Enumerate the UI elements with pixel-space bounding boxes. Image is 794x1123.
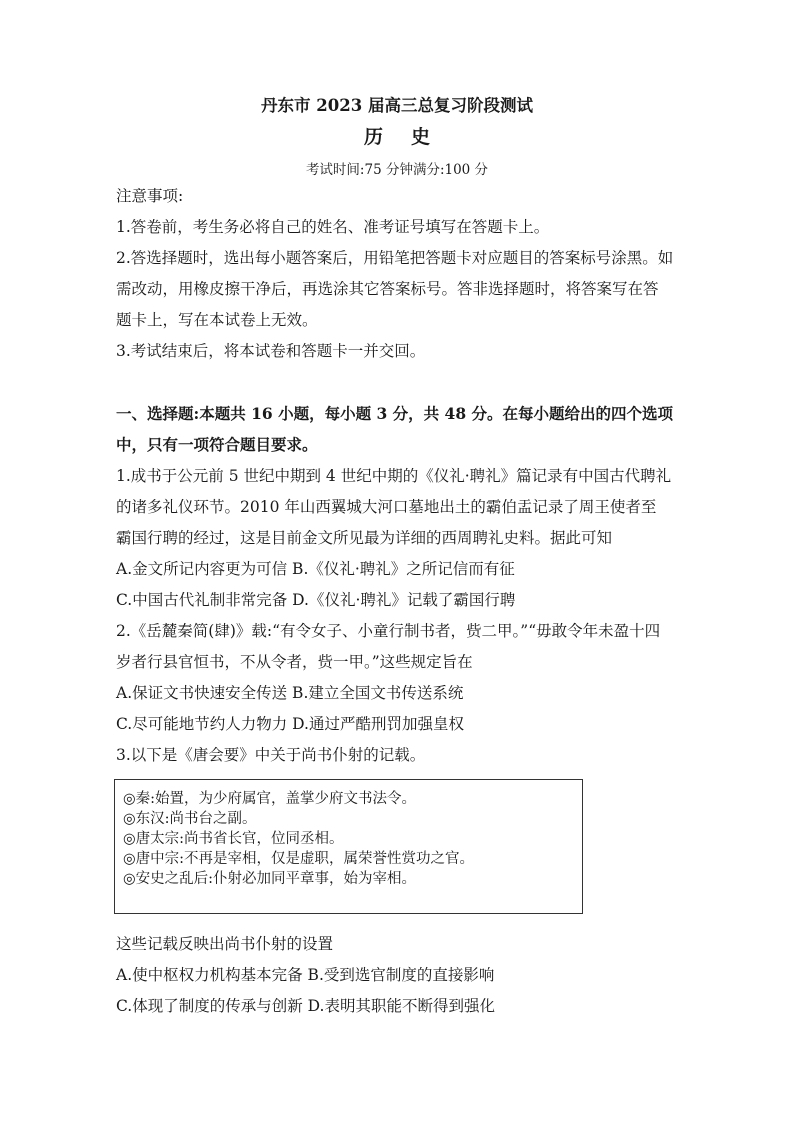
question-1-line: 1.成书于公元前 5 世纪中期到 4 世纪中期的《仪礼·聘礼》篇记录有中国古代聘礼: [116, 467, 672, 485]
notice-line: 2.答选择题时，选出每小题答案后，用铅笔把答题卡对应题目的答案标号涂黑。如: [116, 249, 674, 267]
quote-line: ◎唐太宗:尚书省长官，位同丞相。: [123, 831, 344, 847]
subject-title: 历史: [363, 126, 458, 148]
notice-line: 3.考试结束后，将本试卷和答题卡一并交回。: [116, 342, 426, 360]
question-3-options: C.体现了制度的传承与创新 D.表明其职能不断得到强化: [116, 997, 495, 1015]
notice-heading: 注意事项:: [116, 187, 184, 205]
quote-line: ◎秦:始置，为少府属官，盖掌少府文书法令。: [123, 791, 417, 807]
section-heading: 一、选择题:本题共 16 小题，每小题 3 分，共 48 分。在每小题给出的四个选项: [116, 404, 674, 423]
notice-line: 1.答卷前，考生务必将自己的姓名、准考证号填写在答题卡上。: [116, 218, 550, 236]
quote-line: ◎唐中宗:不再是宰相，仅是虚职，属荣誉性赏功之官。: [123, 851, 475, 867]
question-3-intro: 3.以下是《唐会要》中关于尚书仆射的记载。: [116, 746, 426, 764]
question-2-line: 岁者行县官恒书，不从令者，赀一甲。”这些规定旨在: [116, 653, 473, 671]
question-1-options: A.金文所记内容更为可信 B.《仪礼·聘礼》之所记信而有征: [116, 560, 515, 578]
section-heading: 中，只有一项符合题目要求。: [116, 435, 318, 454]
question-1-options: C.中国古代礼制非常完备 D.《仪礼·聘礼》记载了霸国行聘: [116, 591, 516, 609]
question-2-options: A.保证文书快速安全传送 B.建立全国文书传送系统: [116, 684, 464, 702]
question-3-options: A.使中枢权力机构基本完备 B.受到选官制度的直接影响: [116, 966, 495, 984]
notice-line: 需改动，用橡皮擦干净后，再选涂其它答案标号。答非选择题时，将答案写在答: [116, 280, 659, 298]
quote-line: ◎安史之乱后:仆射必加同平章事，始为宰相。: [123, 871, 417, 887]
question-2-line: 2.《岳麓秦简(肆)》载:“有令女子、小童行制书者，赀二甲。”“毋敢令年未盈十四: [116, 622, 661, 640]
question-2-options: C.尽可能地节约人力物力 D.通过严酷刑罚加强皇权: [116, 715, 464, 733]
question-3-stem: 这些记载反映出尚书仆射的设置: [116, 935, 334, 953]
exam-info: 考试时间:75 分钟满分:100 分: [305, 162, 489, 178]
quote-box: [114, 779, 583, 914]
question-1-line: 的诸多礼仪环节。2010 年山西翼城大河口墓地出土的霸伯盂记录了周王使者至: [116, 498, 657, 516]
quote-line: ◎东汉:尚书台之副。: [123, 811, 257, 827]
notice-line: 题卡上，写在本试卷上无效。: [116, 311, 318, 329]
question-1-line: 霸国行聘的经过，这是目前金文所见最为详细的西周聘礼史料。据此可知: [116, 529, 613, 547]
exam-title: 丹东市 2023 届高三总复习阶段测试: [261, 96, 533, 115]
